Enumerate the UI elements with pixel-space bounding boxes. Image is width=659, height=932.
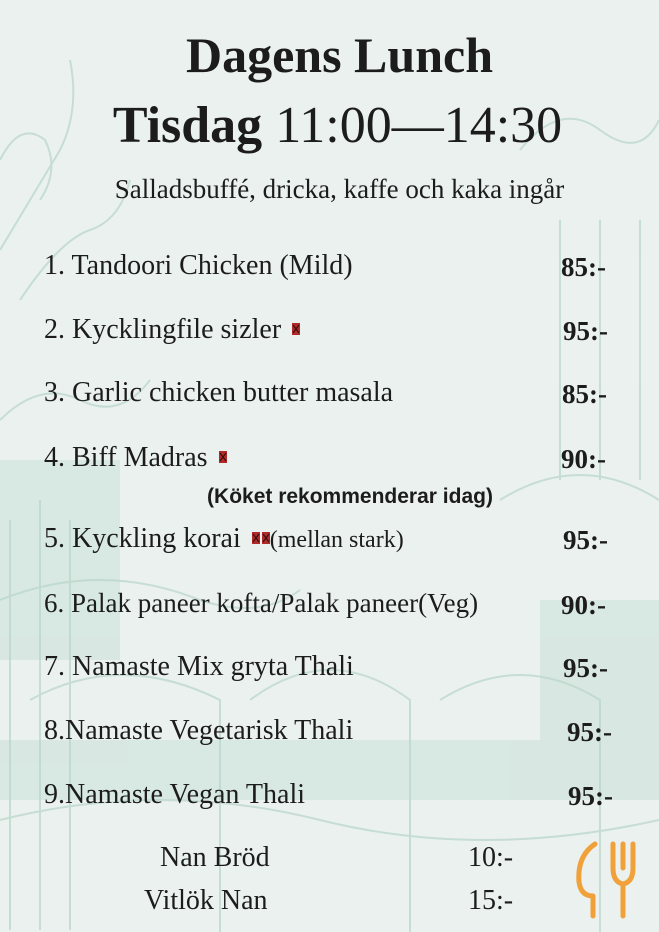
menu-item-price: 95:- xyxy=(563,525,608,555)
extra-item-name: Nan Bröd xyxy=(160,842,270,873)
menu-item-name: 9.Namaste Vegan Thali xyxy=(44,779,306,810)
menu-item-name: 2. Kycklingfile sizler xyxy=(44,314,282,345)
menu-item-price: 90:- xyxy=(561,590,606,620)
menu-item-9 xyxy=(44,779,305,811)
menu-item-name: 5. Kyckling korai xyxy=(44,523,241,554)
menu-item-price: 85:- xyxy=(561,252,606,282)
menu-item-4 xyxy=(44,442,227,474)
chili-icon xyxy=(262,532,270,544)
menu-item-price: 95:- xyxy=(563,316,608,346)
fork-knife-logo-icon xyxy=(573,838,643,922)
extra-item-price: 10:- xyxy=(468,842,514,873)
menu-item-3 xyxy=(44,377,393,409)
menu-item-5 xyxy=(44,523,404,555)
menu-item-price: 85:- xyxy=(562,379,607,409)
menu-item-name: 3. Garlic chicken butter masala xyxy=(44,377,394,408)
menu-item-price: 95:- xyxy=(568,781,613,811)
extra-item-price: 15:- xyxy=(468,885,514,916)
chili-icon xyxy=(292,323,300,335)
menu-item-name: 7. Namaste Mix gryta Thali xyxy=(44,651,354,682)
day-label: Tisdag xyxy=(112,97,263,154)
menu-item-1 xyxy=(44,250,353,282)
menu-item-name: 1. Tandoori Chicken (Mild) xyxy=(44,250,353,281)
menu-item-8 xyxy=(44,715,353,747)
menu-item-6 xyxy=(44,588,478,619)
chili-icon xyxy=(252,532,260,544)
menu-item-7 xyxy=(44,651,354,683)
menu-item-2 xyxy=(44,314,300,346)
spice-level-note: (mellan stark) xyxy=(269,527,404,553)
menu-item-price: 95:- xyxy=(567,717,612,747)
menu-item-price: 95:- xyxy=(563,653,608,683)
menu-item-name: 6. Palak paneer kofta/Palak paneer(Veg) xyxy=(44,588,479,618)
extra-item-name: Vitlök Nan xyxy=(144,885,268,916)
kitchen-recommendation: (Köket rekommenderar idag) xyxy=(207,485,493,508)
menu-item-name: 4. Biff Madras xyxy=(44,442,208,473)
day-and-hours xyxy=(8,96,659,155)
menu-item-name: 8.Namaste Vegetarisk Thali xyxy=(44,715,354,746)
chili-icon xyxy=(219,451,227,463)
menu-item-price: 90:- xyxy=(561,444,606,474)
page-title: Dagens Lunch xyxy=(185,27,494,83)
opening-hours: 11:00—14:30 xyxy=(275,97,563,154)
included-extras-note: Salladsbuffé, dricka, kaffe och kaka ingår xyxy=(114,174,565,204)
